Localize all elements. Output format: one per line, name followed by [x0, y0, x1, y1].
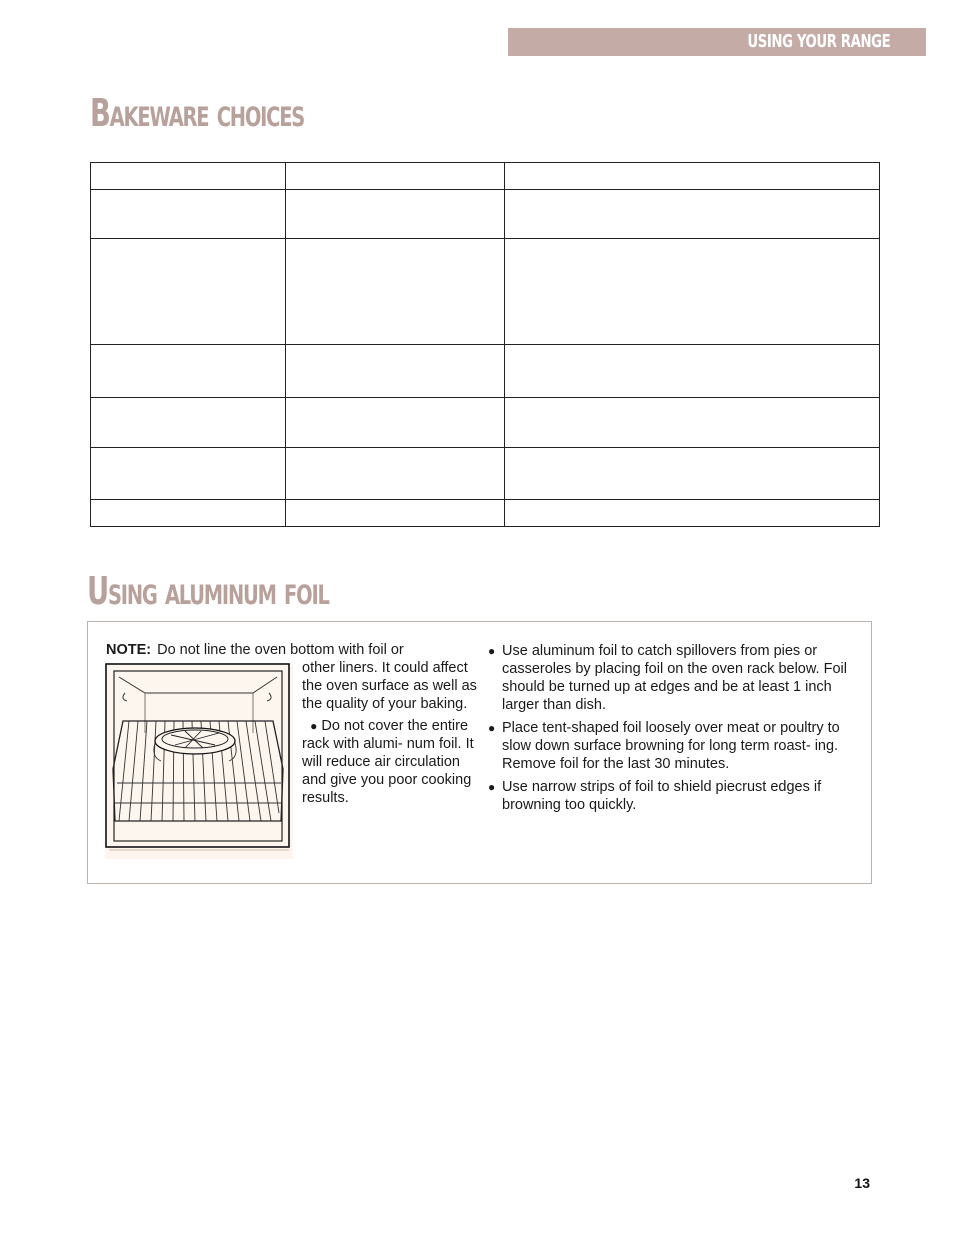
note-text-first-line: Do not line the oven bottom with foil or	[157, 642, 404, 658]
list-item	[488, 778, 866, 814]
bakeware-table	[90, 162, 880, 527]
section-header-label: USING YOUR RANGE	[747, 31, 890, 52]
table-cell	[286, 448, 505, 500]
table-cell	[286, 345, 505, 398]
bullet-text: Do not cover the entire rack with alumi- num foil. It will reduce air circulation and give you poor cooking results.	[302, 718, 474, 806]
table-row	[91, 345, 880, 398]
table-cell	[91, 500, 286, 527]
table-cell	[286, 190, 505, 239]
bullet-icon: ●	[488, 644, 496, 658]
table-row	[91, 190, 880, 239]
bakeware-choices-title: Bakeware choices	[90, 91, 305, 135]
table-cell	[505, 448, 880, 500]
list-item	[488, 719, 866, 773]
table-cell	[286, 163, 505, 190]
table-row	[91, 239, 880, 345]
table-cell	[505, 398, 880, 448]
table-cell	[505, 163, 880, 190]
table-row	[91, 500, 880, 527]
bullet-text: Use narrow strips of foil to shield piecrust edges if browning too quickly.	[502, 779, 822, 813]
table-cell	[286, 239, 505, 345]
note-label: NOTE:	[106, 642, 152, 658]
table-cell	[505, 190, 880, 239]
table-row	[91, 163, 880, 190]
bullet-text: Use aluminum foil to catch spillovers from pies or casseroles by placing foil on the oven rack below. Foil should be turned up at edges and be at least 1 inch larger than dish.	[502, 643, 847, 713]
table-cell	[91, 345, 286, 398]
aluminum-foil-title: Using aluminum foil	[87, 569, 329, 613]
table-cell	[505, 500, 880, 527]
table-cell	[91, 398, 286, 448]
table-cell	[91, 163, 286, 190]
table-cell	[286, 500, 505, 527]
list-item	[488, 642, 866, 714]
aluminum-foil-panel	[87, 621, 872, 884]
table-cell	[91, 239, 286, 345]
foil-tips-list	[488, 642, 866, 819]
table-cell	[91, 448, 286, 500]
table-row	[91, 398, 880, 448]
bullet-text: Place tent-shaped foil loosely over meat or poultry to slow down surface browning for long term roast- ing. Remove foil for the last 30 minutes.	[502, 720, 840, 772]
note-line	[106, 641, 451, 659]
oven-rack-drawing	[105, 663, 293, 859]
table-cell	[91, 190, 286, 239]
table-row	[91, 448, 880, 500]
table-cell	[505, 345, 880, 398]
section-header-bar	[508, 28, 926, 56]
table-cell	[505, 239, 880, 345]
oven-rack-illustration	[105, 663, 293, 859]
note-text-continued: other liners. It could affect the oven surface as well as the quality of your baking.	[302, 660, 477, 712]
bullet-icon: ●	[310, 719, 318, 733]
note-continued-column	[302, 659, 477, 811]
page-number: 13	[854, 1175, 870, 1191]
list-item	[302, 717, 477, 807]
bullet-icon: ●	[488, 780, 496, 794]
bullet-icon: ●	[488, 721, 496, 735]
table-cell	[286, 398, 505, 448]
